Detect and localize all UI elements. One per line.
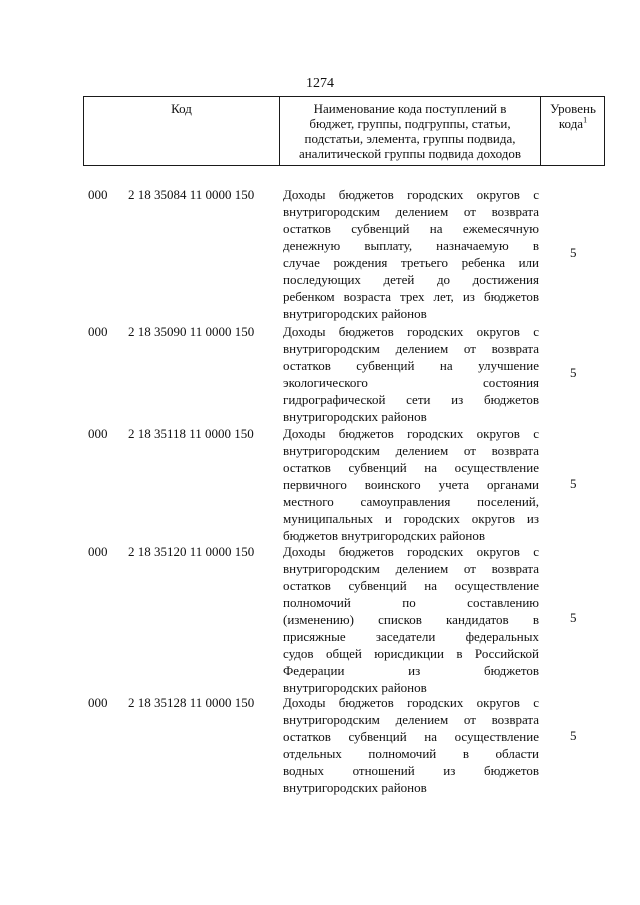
code-level: 5 (570, 245, 577, 260)
code-description (283, 694, 539, 796)
description-line: остатков субвенций на осуществление (283, 460, 539, 475)
code-level: 5 (570, 728, 577, 743)
code-description (283, 323, 539, 425)
header-name-line: подстатьи, элемента, группы подвида, (304, 131, 516, 146)
description-line: ребенком возраста трех лет, из бюджетов (283, 289, 539, 304)
code-level: 5 (570, 476, 577, 491)
description-line: внутригородских районов (283, 780, 427, 795)
code-description (283, 425, 539, 544)
code-description (283, 186, 539, 322)
description-line: первичного воинского учета органами (283, 477, 539, 492)
income-code: 2 18 35128 11 0000 150 (128, 695, 255, 710)
description-line: Доходы бюджетов городских округов с (283, 187, 539, 202)
description-line: остатков субвенций на осуществление (283, 729, 539, 744)
description-line: последующих детей до достижения (283, 272, 539, 287)
description-line: полномочий по составлению (283, 595, 539, 610)
description-line: Доходы бюджетов городских округов с (283, 426, 539, 441)
description-line: гидрографической сети из бюджетов (283, 392, 539, 407)
description-line: случае рождения третьего ребенка или (283, 255, 539, 270)
description-line: судов общей юрисдикции в Российской (283, 646, 539, 661)
admin-code: 000 (88, 426, 108, 441)
description-line: отдельных полномочий в области (283, 746, 539, 761)
header-name (280, 101, 540, 161)
description-line: Федерации из бюджетов (283, 663, 539, 678)
income-code: 2 18 35090 11 0000 150 (128, 324, 255, 339)
code-level: 5 (570, 610, 577, 625)
header-name-line: аналитической группы подвида доходов (298, 146, 522, 161)
income-code: 2 18 35120 11 0000 150 (128, 544, 255, 559)
description-line: внутригородских районов (283, 306, 427, 321)
description-line: денежную выплату, назначаемую в (283, 238, 539, 253)
header-code: Код (171, 101, 192, 116)
description-line: Доходы бюджетов городских округов с (283, 324, 539, 339)
header-level-word: кода (558, 116, 584, 131)
admin-code: 000 (88, 544, 108, 559)
description-line: экологического состояния (283, 375, 539, 390)
description-line: Доходы бюджетов городских округов с (283, 544, 539, 559)
admin-code: 000 (88, 187, 108, 202)
code-description (283, 543, 539, 696)
description-line: водных отношений из бюджетов (283, 763, 539, 778)
description-line: внутригородским делением от возврата (283, 443, 539, 458)
description-line: бюджетов внутригородских районов (283, 528, 486, 543)
description-line: муниципальных и городских округов из (283, 511, 539, 526)
description-line: внутригородским делением от возврата (283, 341, 539, 356)
description-line: внутригородским делением от возврата (283, 204, 539, 219)
description-line: Доходы бюджетов городских округов с (283, 695, 539, 710)
description-line: (изменению) списков кандидатов в (283, 612, 539, 627)
description-line: остатков субвенций на осуществление (283, 578, 539, 593)
description-line: внутригородским делением от возврата (283, 712, 539, 727)
income-code: 2 18 35118 11 0000 150 (128, 426, 254, 441)
header-level-line: Уровень (550, 101, 596, 116)
header-level (540, 101, 606, 131)
description-line: внутригородских районов (283, 409, 427, 424)
admin-code: 000 (88, 695, 108, 710)
header-name-line: Наименование кода поступлений в (313, 101, 507, 116)
description-line: присяжные заседатели федеральных (283, 629, 539, 644)
description-line: местного самоуправления поселений, (283, 494, 539, 509)
description-line: внутригородским делением от возврата (283, 561, 539, 576)
header-level-line (540, 116, 606, 131)
admin-code: 000 (88, 324, 108, 339)
description-line: остатков субвенций на улучшение (283, 358, 539, 373)
description-line: внутригородских районов (283, 680, 427, 695)
income-code: 2 18 35084 11 0000 150 (128, 187, 255, 202)
header-name-line: бюджет, группы, подгруппы, статьи, (309, 116, 511, 131)
code-level: 5 (570, 365, 577, 380)
page-number: 1274 (306, 76, 334, 91)
description-line: остатков субвенций на ежемесячную (283, 221, 539, 236)
footnote-marker: 1 (583, 115, 588, 125)
table-header (83, 96, 605, 166)
